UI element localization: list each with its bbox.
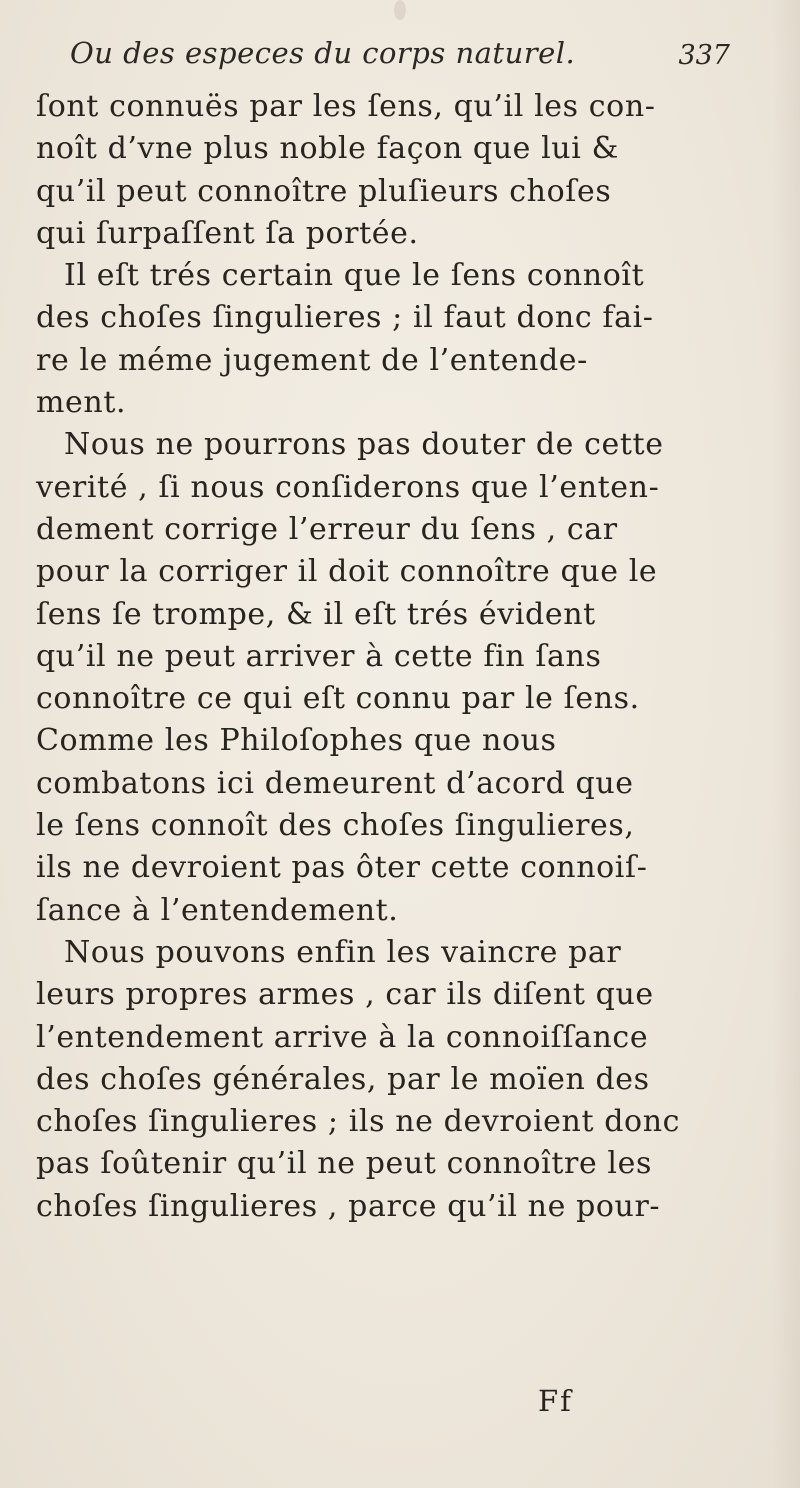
- text-line: ſont connuës par les ſens, qu’il les con-: [36, 89, 656, 124]
- body-text: [36, 86, 716, 1228]
- text-line: pas ſoûtenir qu’il ne peut connoître les: [36, 1146, 652, 1182]
- text-line: choſes ſingulieres , parce qu’il ne pour-: [36, 1188, 661, 1224]
- text-line: qu’il ne peut arriver à cette fin ſans: [36, 638, 602, 674]
- text-line: qu’il peut connoître pluſieurs choſes: [36, 173, 612, 209]
- text-line: leurs propres armes , car ils diſent que: [36, 977, 654, 1013]
- paragraph-start-line: Nous ne pourrons pas douter de cette: [64, 427, 664, 463]
- running-head: [64, 36, 734, 76]
- paragraph-start-line: Nous pouvons enfin les vaincre par: [64, 934, 622, 970]
- text-line: dement corrige l’erreur du ſens , car: [36, 511, 618, 547]
- text-line: le ſens connoît des choſes ſingulieres,: [36, 808, 635, 844]
- text-line: connoître ce qui eſt connu par le ſens.: [36, 681, 640, 717]
- text-line: ment.: [36, 385, 127, 421]
- text-line: verité , ſi nous conſiderons que l’enten-: [36, 469, 660, 505]
- text-line: des choſes ſingulieres ; il faut donc fai-: [36, 300, 654, 336]
- page-number: 337: [678, 40, 730, 71]
- text-line: ſens ſe trompe, & il eſt trés évident: [36, 596, 596, 632]
- text-line: ſance à l’entendement.: [36, 892, 399, 928]
- text-line: combatons ici demeurent d’acord que: [36, 765, 634, 801]
- text-line: qui ſurpaſſent ſa portée.: [36, 215, 419, 251]
- page-edge-shadow: [772, 0, 800, 1488]
- text-line: choſes ſingulieres ; ils ne devroient donc: [36, 1104, 681, 1140]
- text-line: pour la corriger il doit connoître que le: [36, 554, 658, 590]
- text-line: ils ne devroient pas ôter cette connoiſ-: [36, 850, 648, 886]
- paper-spot: [394, 0, 406, 20]
- text-line: Comme les Philoſophes que nous: [36, 723, 557, 759]
- text-line: re le méme jugement de l’entende-: [36, 342, 588, 378]
- text-line: l’entendement arrive à la connoiſſance: [36, 1019, 649, 1055]
- running-title: Ou des especes du corps naturel.: [70, 36, 576, 70]
- text-line: des choſes générales, par le moïen des: [36, 1061, 650, 1097]
- paragraph-start-line: Il eſt trés certain que le ſens connoît: [64, 258, 645, 294]
- text-line: noît d’vne plus noble façon que lui &: [36, 131, 619, 167]
- signature-mark: Ff: [538, 1384, 573, 1418]
